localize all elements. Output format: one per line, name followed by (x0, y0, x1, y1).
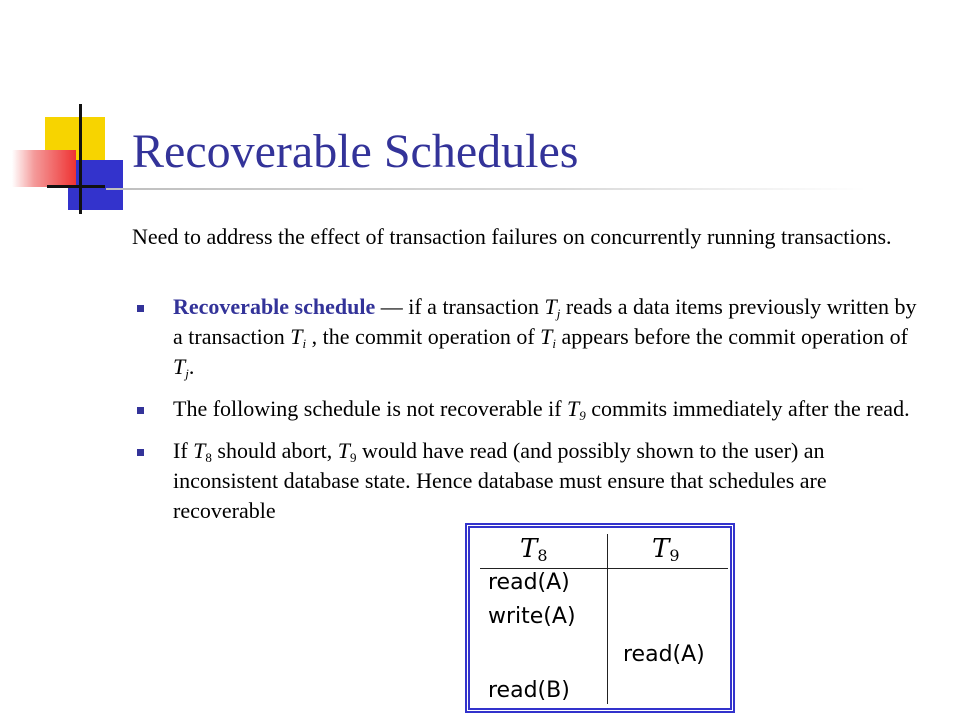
header-var: T (520, 534, 538, 564)
header-var: T (652, 534, 670, 564)
bullet-recoverable-schedule (133, 292, 923, 382)
intro-text: Need to address the effect of transaction failures on concurrently running transactions. (132, 224, 892, 249)
text-segment: reads a data items previously written by a transaction (173, 294, 917, 349)
decor-vertical-bar (79, 104, 82, 214)
decor-red-square (12, 150, 76, 187)
text-segment: should abort, (211, 438, 338, 463)
sub-i: i (302, 336, 307, 351)
column-header-t9 (652, 534, 680, 564)
sub-i: i (552, 336, 557, 351)
text-segment: If (173, 438, 194, 463)
term-recoverable-schedule: Recoverable schedule (173, 294, 376, 319)
var-t: T (337, 438, 351, 463)
text-segment: would have read (and possibly shown to the user) an inconsistent database state. Hence database must ensure that schedules are recoverable (173, 438, 827, 523)
sub-9: 9 (579, 408, 586, 423)
text-segment: commits immediately after the read. (585, 396, 910, 421)
op-t8-read-a: read(A) (488, 570, 570, 595)
op-t8-write-a: write(A) (488, 604, 576, 629)
op-t9-read-a: read(A) (623, 642, 705, 667)
bullet-not-recoverable (133, 394, 923, 424)
schedule-table (465, 523, 735, 713)
bullet-marker (137, 449, 144, 456)
bullet-list (133, 292, 923, 538)
sub-8: 8 (205, 450, 212, 465)
var-t: T (567, 396, 580, 421)
sub-j: j (185, 366, 189, 381)
schedule-header (470, 528, 730, 568)
bullet-marker (137, 407, 144, 414)
text-segment: . (188, 354, 195, 379)
var-t: T (193, 438, 206, 463)
bullet-marker (137, 305, 144, 312)
decor-horizontal-bar (47, 185, 105, 188)
var-t: T (540, 324, 553, 349)
sub-9: 9 (350, 450, 357, 465)
column-header-t8 (520, 534, 548, 564)
header-sub: 8 (537, 546, 548, 565)
schedule-column-divider (607, 534, 608, 704)
text-segment: The following schedule is not recoverable if (173, 396, 568, 421)
var-t: T (290, 324, 303, 349)
text-segment: , the commit operation of (306, 324, 541, 349)
header-sub: 9 (669, 546, 680, 565)
op-t8-read-b: read(B) (488, 678, 570, 703)
text-segment: appears before the commit operation of (556, 324, 908, 349)
sub-j: j (556, 306, 561, 321)
bullet-abort (133, 436, 923, 526)
var-t: T (173, 354, 186, 379)
schedule-header-divider (480, 568, 728, 569)
title-underline (106, 188, 866, 190)
text-segment: — if a transaction (375, 294, 545, 319)
var-t: T (544, 294, 557, 319)
slide-title: Recoverable Schedules (132, 125, 579, 178)
